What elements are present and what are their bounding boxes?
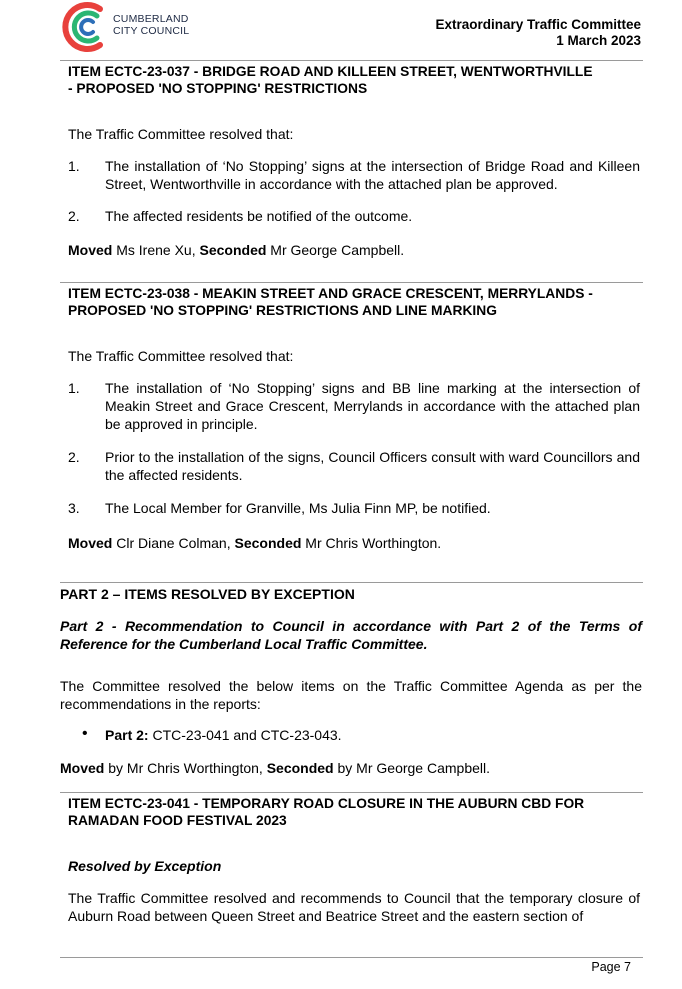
footer-divider xyxy=(60,957,643,958)
document-title: Extraordinary Traffic Committee xyxy=(435,17,641,32)
moved-seconded-line: Moved by Mr Chris Worthington, Seconded by Mr George Campbell. xyxy=(60,760,491,776)
list-item: Part 2: CTC-23-041 and CTC-23-043. xyxy=(105,727,342,743)
list-number: 1. xyxy=(68,380,80,396)
resolution-intro: The Traffic Committee resolved that: xyxy=(68,126,294,142)
moved-seconded-line: Moved Clr Diane Colman, Seconded Mr Chris Worthington. xyxy=(68,535,442,551)
page-number: Page 7 xyxy=(591,960,631,974)
part-2-heading: PART 2 – ITEMS RESOLVED BY EXCEPTION xyxy=(60,586,355,602)
part-2-intro: The Committee resolved the below items on the Traffic Committee Agenda as per the recommendations in the reports: xyxy=(60,678,642,712)
council-logo-text: CUMBERLAND CITY COUNCIL xyxy=(113,13,190,37)
document-date: 1 March 2023 xyxy=(556,33,641,48)
divider xyxy=(60,282,643,283)
item-title-ectc-23-041: ITEM ECTC-23-041 - TEMPORARY ROAD CLOSURE IN THE AUBURN CBD FOR RAMADAN FOOD FESTIVAL 2023 xyxy=(68,796,585,828)
list-item: Prior to the installation of the signs, Council Officers consult with ward Councillors and the affected residents. xyxy=(105,449,640,483)
item-title-ectc-23-037: ITEM ECTC-23-037 - BRIDGE ROAD AND KILLEEN STREET, WENTWORTHVILLE - PROPOSED 'NO STOPPING' RESTRICTIONS xyxy=(68,64,593,96)
list-item: The installation of ‘No Stopping’ signs at the intersection of Bridge Road and Killeen Street, Wentworthville in accordance with the attached plan be approved. xyxy=(105,158,640,192)
item-title-ectc-23-038: ITEM ECTC-23-038 - MEAKIN STREET AND GRACE CRESCENT, MERRYLANDS - PROPOSED 'NO STOPPING' RESTRICTIONS AND LINE MARKING xyxy=(68,286,593,318)
resolution-body: The Traffic Committee resolved and recommends to Council that the temporary closure of Auburn Road between Queen Street and Beatrice Street and the eastern section of xyxy=(68,890,640,924)
list-number: 3. xyxy=(68,500,80,516)
resolution-intro: The Traffic Committee resolved that: xyxy=(68,348,294,364)
list-item: The affected residents be notified of the outcome. xyxy=(105,208,413,224)
council-logo-icon xyxy=(60,0,116,54)
divider xyxy=(60,792,643,793)
resolved-by-exception-label: Resolved by Exception xyxy=(68,858,222,874)
part-2-subheading: Part 2 - Recommendation to Council in accordance with Part 2 of the Terms of Reference for the Cumberland Local Traffic Committee. xyxy=(60,618,642,652)
document-header xyxy=(435,17,641,49)
divider xyxy=(60,582,643,583)
list-number: 1. xyxy=(68,158,80,174)
list-item: The installation of ‘No Stopping’ signs and BB line marking at the intersection of Meakin Street and Grace Crescent, Merrylands in accordance with the attached plan be approved in principle. xyxy=(105,380,640,432)
list-item: The Local Member for Granville, Ms Julia Finn MP, be notified. xyxy=(105,500,491,516)
bullet-icon: • xyxy=(82,725,88,742)
moved-seconded-line: Moved Ms Irene Xu, Seconded Mr George Campbell. xyxy=(68,242,405,258)
list-number: 2. xyxy=(68,208,80,224)
list-number: 2. xyxy=(68,449,80,465)
divider xyxy=(60,60,643,61)
